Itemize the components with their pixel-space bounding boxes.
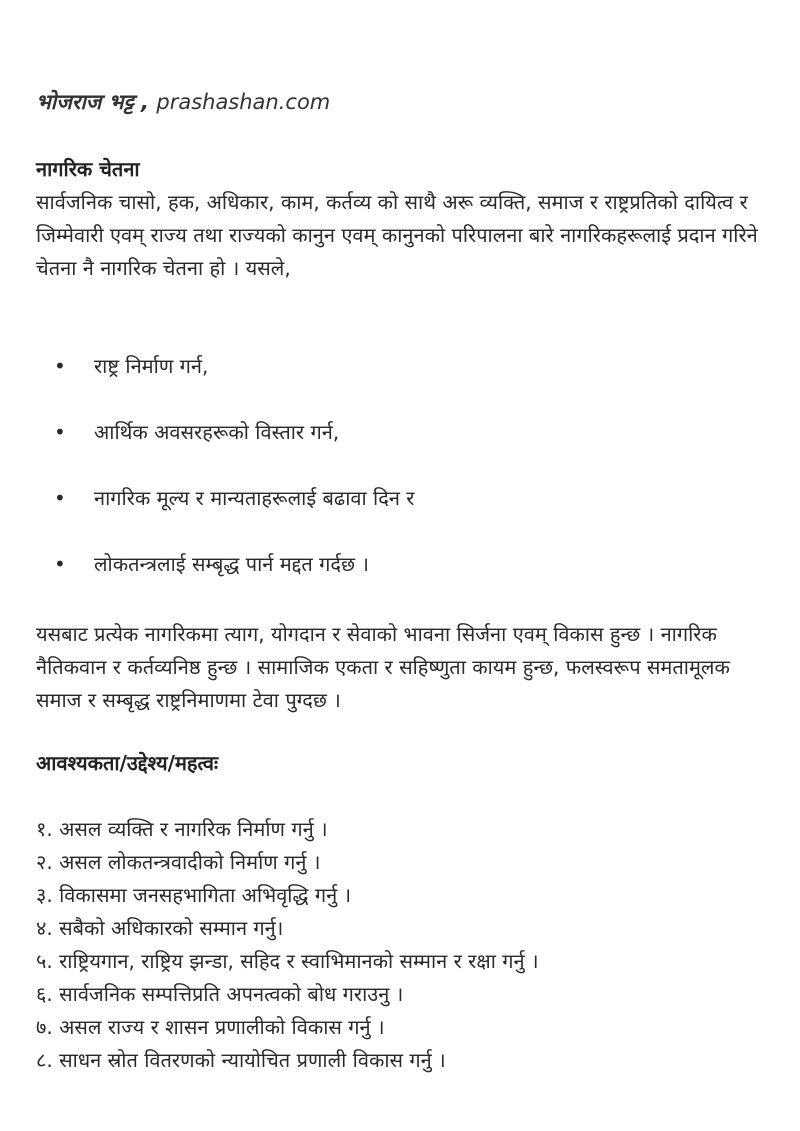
result-paragraph: यसबाट प्रत्येक नागरिकमा त्याग, योगदान र सेवाको भावना सिर्जना एवम् विकास हुन्छ । नागरिक नैतिकवान र कर्तव्यनिष्ठ हुन्छ । सामाजिक एकता र सहिष्णुता कायम हुन्छ, फलस्वरूप समतामूलक समाज र सम्बृद्ध राष्ट्रनिमाणमा टेवा पुग्दछ । [36, 622, 730, 712]
section-title-importance: आवश्यकता/उद्देश्य/महत्वः [36, 751, 218, 775]
list-item: ६. सार्वजनिक सम्पत्तिप्रति अपनत्वको बोध गराउनु । [36, 982, 404, 1006]
list-item: ७. असल राज्य र शासन प्रणालीको विकास गर्नु । [36, 1015, 385, 1039]
list-item: ४. सबैको अधिकारको सम्मान गर्नु। [36, 916, 284, 940]
list-item: १. असल व्यक्ति र नागरिक निर्माण गर्नु । [36, 817, 328, 841]
list-item: ३. विकासमा जनसहभागिता अभिवृद्धि गर्नु । [36, 883, 352, 907]
bullet-text: आर्थिक अवसरहरूको विस्तार गर्न, [94, 420, 340, 444]
bullet-dot: • [54, 552, 66, 576]
section-title-civic-awareness: नागरिक चेतना [36, 157, 140, 181]
byline-separator: , [133, 90, 157, 114]
intro-paragraph: सार्वजनिक चासो, हक, अधिकार, काम, कर्तव्य को साथै अरू व्यक्ति, समाज र राष्ट्रप्रतिको दायित्व र जिम्मेवारी एवम् राज्य तथा राज्यको कानुन एवम् कानुनको परिपालना बारे नागरिकहरूलाई प्रदान गरिने चेतना नै नागरिक चेतना हो । यसले, [36, 190, 758, 280]
list-item: २. असल लोकतन्त्रवादीको निर्माण गर्नु । [36, 850, 321, 874]
list-item: ५. राष्ट्रियगान, राष्ट्रिय झन्डा, सहिद र स्वाभिमानको सम्मान र रक्षा गर्नु । [36, 949, 539, 973]
list-item: ८. साधन स्रोत वितरणको न्यायोचित प्रणाली विकास गर्नु । [36, 1048, 446, 1072]
byline [36, 88, 330, 116]
bullet-text: लोकतन्त्रलाई सम्बृद्ध पार्न मद्दत गर्दछ । [94, 552, 369, 576]
author-name: भोजराज भट्ट [36, 90, 134, 114]
bullet-dot: • [54, 486, 66, 510]
bullet-dot: • [54, 354, 66, 378]
site-name: prashashan.com [156, 90, 331, 114]
bullet-text: नागरिक मूल्य र मान्यताहरूलाई बढावा दिन र [94, 486, 415, 510]
bullet-text: राष्ट्र निर्माण गर्न, [94, 354, 209, 378]
numbered-list [36, 813, 539, 1077]
bullet-dot: • [54, 420, 66, 444]
